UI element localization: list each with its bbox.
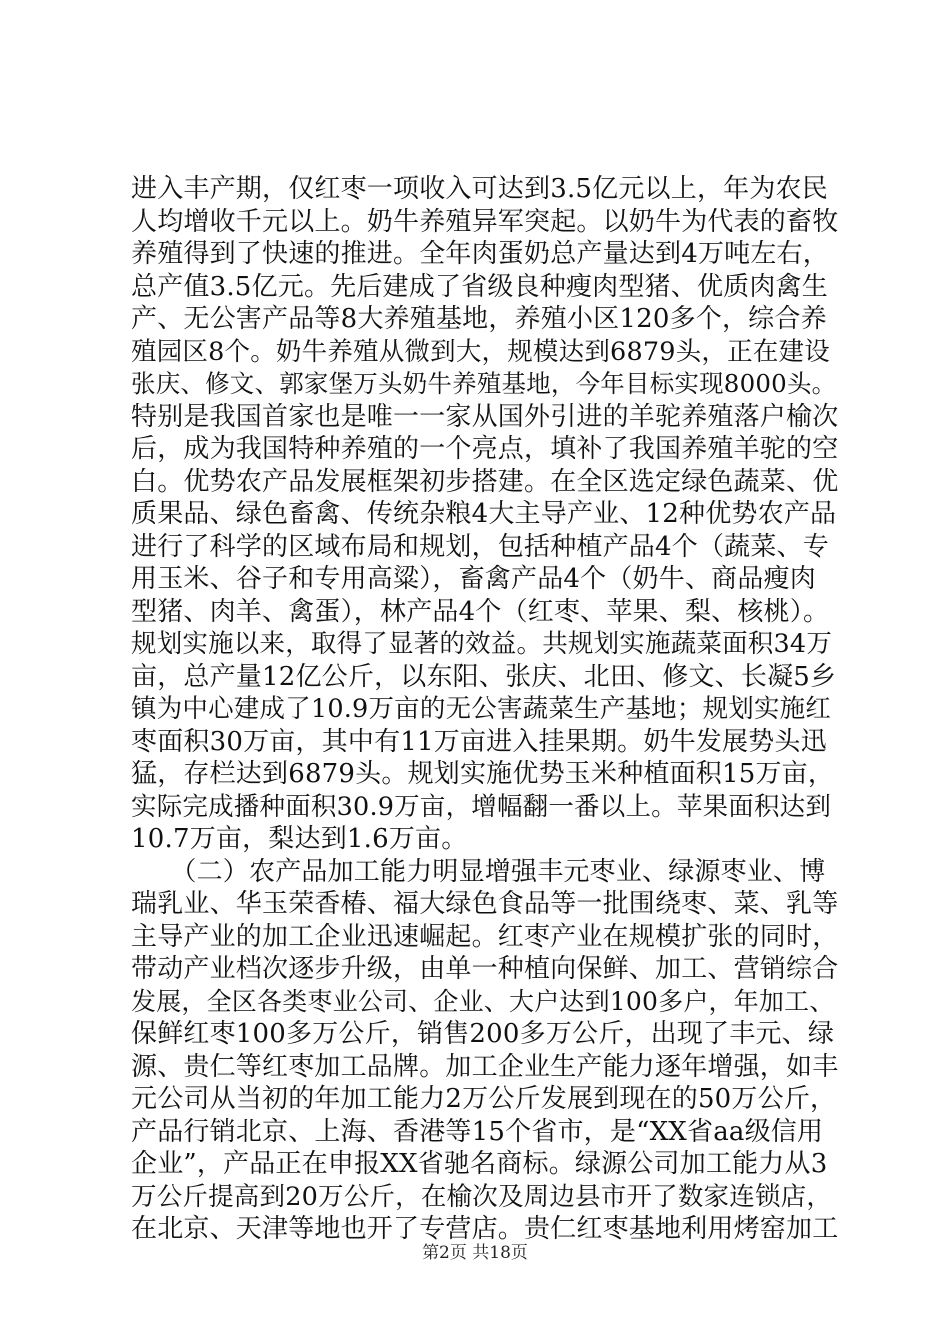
text-line: 用玉米、谷子和专用高粱），畜禽产品4个（奶牛、商品瘦肉	[131, 564, 816, 594]
text-line: 殖园区8个。奶牛养殖从微到大，规模达到6879头，正在建设	[131, 336, 830, 367]
text-line: 保鲜红枣100多万公斤，销售200多万公斤，出现了丰元、绿	[131, 1019, 835, 1049]
text-line: 发展，全区各类枣业公司、企业、大户达到100多户，年加工、	[131, 986, 835, 1016]
text-line: 特别是我国首家也是唯一一家从国外引进的羊驼养殖落户榆次	[131, 401, 839, 432]
text-line: 张庆、修文、郭家堡万头奶牛养殖基地，今年目标实现8000头。	[131, 369, 837, 398]
page-footer: 第2页 共18页	[422, 1243, 528, 1263]
text-line: 进入丰产期，仅红枣一项收入可达到3.5亿元以上，年为农民	[131, 174, 828, 204]
text-line: 亩，总产量12亿公斤，以东阳、张庆、北田、修文、长凝5乡	[131, 661, 837, 692]
text-line: 规划实施以来，取得了显著的效益。共规划实施蔬菜面积34万	[131, 629, 833, 659]
text-line: 枣面积30万亩，其中有11万亩进入挂果期。奶牛发展势头迅	[131, 726, 827, 757]
text-line: 在北京、天津等地也开了专营店。贵仁红枣基地利用烤窑加工	[131, 1214, 839, 1244]
text-line: 人均增收千元以上。奶牛养殖异军突起。以奶牛为代表的畜牧	[131, 206, 839, 237]
text-line: 企业”，产品正在申报XX省驰名商标。绿源公司加工能力从3	[131, 1149, 828, 1179]
text-line: 镇为中心建成了10.9万亩的无公害蔬菜生产基地；规划实施红	[131, 694, 832, 724]
text-line: 10.7万亩，梨达到1.6万亩。	[131, 824, 468, 854]
text-line: 养殖得到了快速的推进。全年肉蛋奶总产量达到4万吨左右，	[131, 239, 829, 269]
text-line: （二）农产品加工能力明显增强丰元枣业、绿源枣业、博	[131, 856, 826, 887]
text-line: 元公司从当初的年加工能力2万公斤发展到现在的50万公斤，	[131, 1084, 837, 1114]
text-line: 质果品、绿色畜禽、传统杂粮4大主导产业、12种优势农产品	[131, 499, 837, 529]
text-line: 型猪、肉羊、禽蛋），林产品4个（红枣、苹果、梨、核桃）。	[131, 596, 830, 627]
text-line: 瑞乳业、华玉荣香椿、福大绿色食品等一批围绕枣、菜、乳等	[131, 889, 839, 919]
text-line: 产品行销北京、上海、香港等15个省市，是“XX省aa级信用	[131, 1116, 824, 1147]
text-line: 万公斤提高到20万公斤，在榆次及周边县市开了数家连锁店，	[131, 1181, 833, 1212]
body-text	[131, 173, 841, 1246]
text-line: 进行了科学的区域布局和规划，包括种植产品4个（蔬菜、专	[131, 531, 829, 562]
text-line: 白。优势农产品发展框架初步搭建。在全区选定绿色蔬菜、优	[131, 466, 839, 497]
text-line: 带动产业档次逐步升级，由单一种植向保鲜、加工、营销综合	[131, 954, 839, 984]
text-line: 产、无公害产品等8大养殖基地，养殖小区120多个，综合养	[131, 304, 827, 334]
text-line: 源、贵仁等红枣加工品牌。加工企业生产能力逐年增强，如丰	[131, 1051, 839, 1082]
text-line: 主导产业的加工企业迅速崛起。红枣产业在规模扩张的同时，	[131, 921, 839, 952]
text-line: 实际完成播种面积30.9万亩，增幅翻一番以上。苹果面积达到	[131, 791, 832, 822]
text-line: 总产值3.5亿元。先后建成了省级良种瘦肉型猪、优质肉禽生	[131, 271, 828, 302]
text-line: 猛，存栏达到6879头。规划实施优势玉米种植面积15万亩，	[131, 759, 835, 789]
text-line: 后，成为我国特种养殖的一个亮点，填补了我国养殖羊驼的空	[131, 434, 839, 464]
